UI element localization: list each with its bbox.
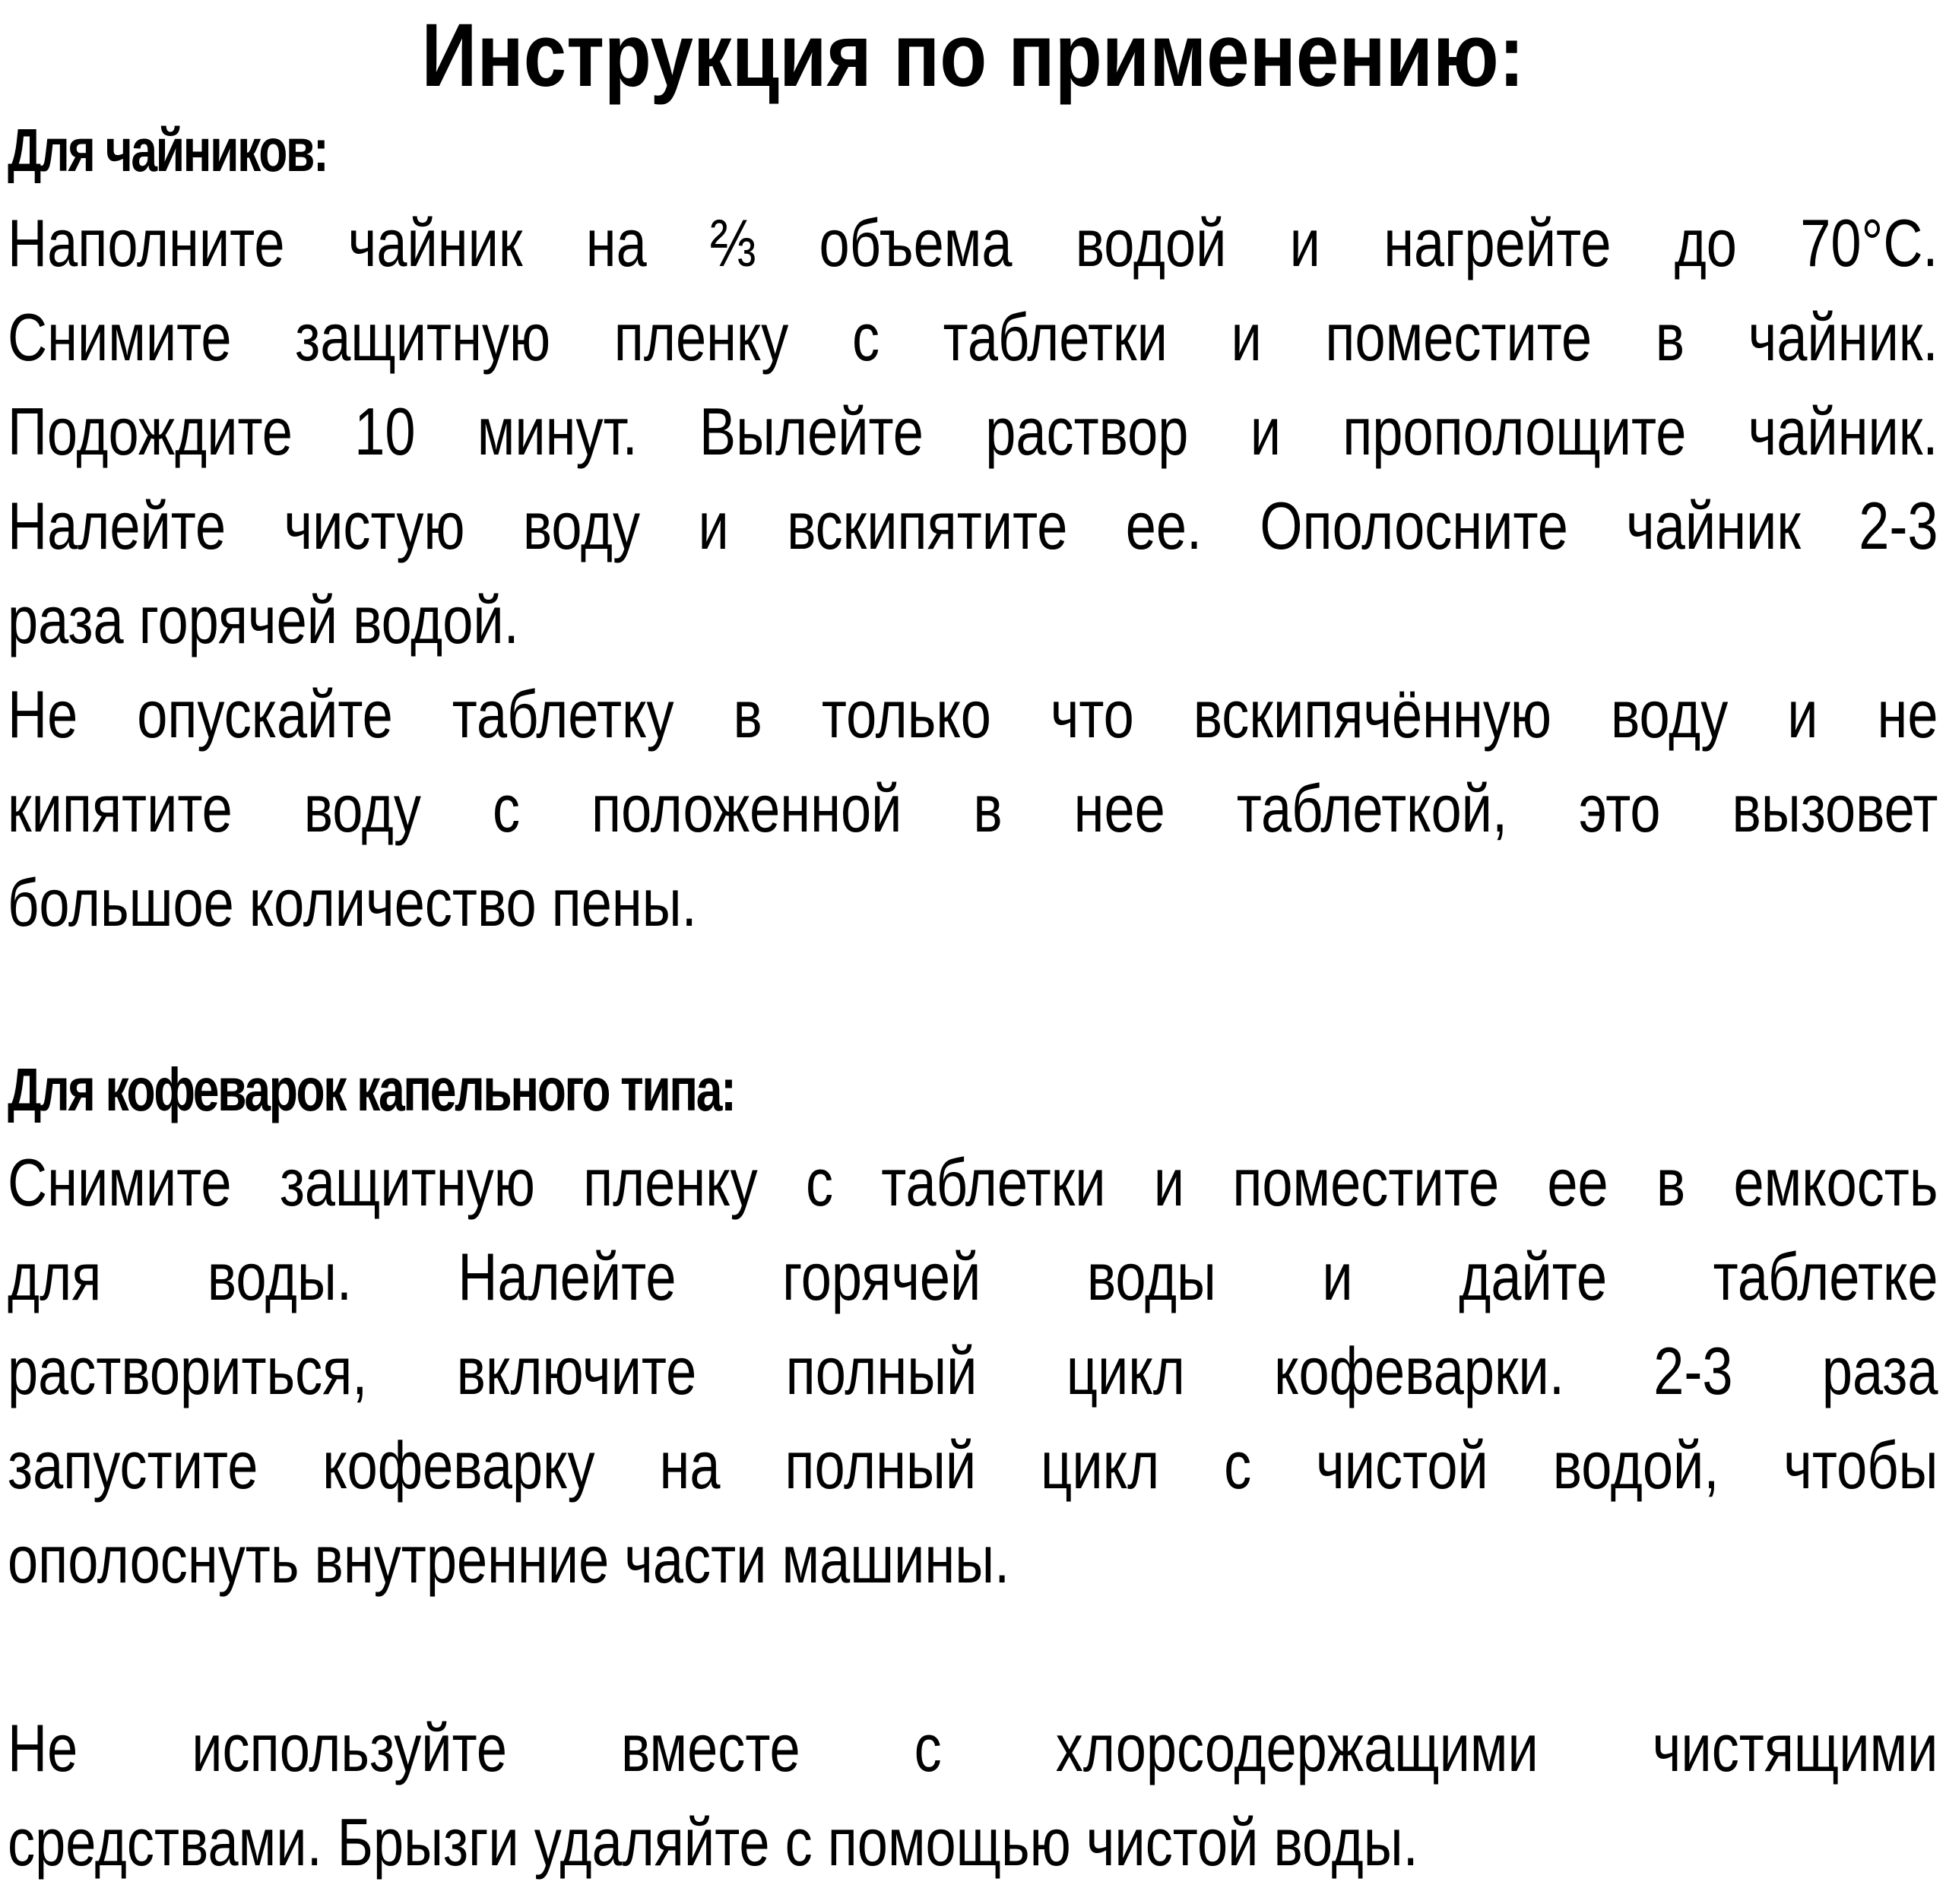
coffee-heading: Для кофеварок капельного типа: [8,1056,735,1123]
word: таблеткой, [1236,771,1507,846]
word: полный [785,1333,978,1408]
word: ⅔ [710,205,756,280]
paragraph-last-line: средствами. Брызги удаляйте с помощью чистой воды. [8,1804,1418,1880]
word: с [851,299,880,375]
word: опускайте [137,676,393,752]
word: минут. [477,394,638,469]
word: до [1674,205,1737,280]
word: таблетки [881,1145,1106,1220]
word: объема [819,205,1013,280]
word: таблетки [943,299,1168,375]
word: горячей [782,1239,981,1314]
coffee-body [8,1136,1938,1607]
word: хлорсодержащими [1055,1710,1539,1785]
word: включите [456,1333,697,1408]
word: защитную [295,299,551,375]
word: воду [303,771,421,846]
word: 2-3 [1653,1333,1733,1408]
word: воду [522,488,641,563]
word: Налейте [458,1239,677,1314]
word: нагрейте [1383,205,1612,280]
word: водой [1075,205,1227,280]
word: запустите [8,1427,258,1503]
word: на [659,1427,721,1503]
word: вскипячённую [1193,676,1552,752]
word: 70°С. [1800,205,1938,280]
justified-line [8,1418,1938,1513]
word: 2-3 [1859,488,1938,563]
word: и [698,488,729,563]
word: Снимите [8,1145,232,1220]
word: вместе [620,1710,800,1785]
instruction-page [8,0,1938,1890]
word: вызовет [1732,771,1938,846]
justified-line [8,290,1938,385]
word: и [1787,676,1818,752]
word: и [1250,394,1282,469]
word: цикл [1041,1427,1160,1503]
word: в [973,771,1003,846]
word: кофеварки. [1274,1333,1564,1408]
coffee-section [8,1044,1938,1607]
word: раза [1821,1333,1938,1408]
word: на [585,205,647,280]
word: прополощите [1342,394,1687,469]
word: с [805,1145,834,1220]
word: Не [8,1710,78,1785]
justified-line [8,762,1938,856]
word: раствор [985,394,1189,469]
word: емкость [1733,1145,1938,1220]
word: 10 [354,394,416,469]
spacer [8,1607,1938,1701]
word: пленку [583,1145,758,1220]
word: полный [784,1427,977,1503]
word: Ополосните [1260,488,1568,563]
word: кипятите [8,771,233,846]
paragraph-last-line: ополоснуть внутренние части машины. [8,1522,1010,1597]
kettles-heading: Для чайников: [8,116,328,184]
word: в [733,676,762,752]
word: чайник [1626,488,1801,563]
word: с [914,1710,942,1785]
word: таблетку [452,676,674,752]
word: воды [1086,1239,1216,1314]
word: и [1153,1145,1185,1220]
word: Подождите [8,394,293,469]
word: и [1289,205,1320,280]
justified-line [8,479,1938,573]
word: чайник. [1748,299,1938,375]
justified-line [8,1324,1938,1418]
word: цикл [1066,1333,1185,1408]
word: Наполните [8,205,285,280]
word: чистой [1316,1427,1488,1503]
note-section [8,1701,1938,1890]
page-title: Инструкция по применению: [421,5,1525,106]
word: только [821,676,991,752]
word: Вылейте [699,394,924,469]
word: нее [1073,771,1165,846]
word: это [1578,771,1661,846]
kettles-body [8,196,1938,950]
word: таблетке [1713,1239,1938,1314]
word: воды. [207,1239,352,1314]
word: поместите [1325,299,1593,375]
justified-line [8,1230,1938,1324]
word: вскипятите [787,488,1068,563]
spacer [8,950,1938,1044]
word: Налейте [8,488,227,563]
word: для [8,1239,102,1314]
word: пленку [613,299,789,375]
word: положенной [591,771,902,846]
word: чистящими [1652,1710,1938,1785]
word: и [1322,1239,1353,1314]
word: дайте [1459,1239,1608,1314]
word: кофеварку [322,1427,595,1503]
word: не [1877,676,1938,752]
word: ее [1547,1145,1608,1220]
word: что [1050,676,1134,752]
word: воду [1611,676,1729,752]
word: чайник. [1748,394,1938,469]
word: Не [8,676,78,752]
justified-line [8,385,1938,479]
word: и [1231,299,1262,375]
word: раствориться, [8,1333,368,1408]
word: в [1655,299,1685,375]
paragraph-last-line: раза горячей водой. [8,582,519,657]
word: с [1224,1427,1252,1503]
kettles-section [8,105,1938,950]
word: используйте [192,1710,507,1785]
word: поместите [1232,1145,1500,1220]
word: чайник [347,205,523,280]
word: с [492,771,521,846]
word: в [1656,1145,1686,1220]
word: водой, [1552,1427,1719,1503]
word: чистую [284,488,465,563]
paragraph-last-line: большое количество пены. [8,865,697,940]
justified-line [8,1701,1938,1795]
justified-line [8,196,1938,290]
word: чтобы [1783,1427,1938,1503]
word: защитную [279,1145,535,1220]
word: ее. [1125,488,1203,563]
justified-line [8,1136,1938,1230]
justified-line [8,667,1938,762]
word: Снимите [8,299,232,375]
